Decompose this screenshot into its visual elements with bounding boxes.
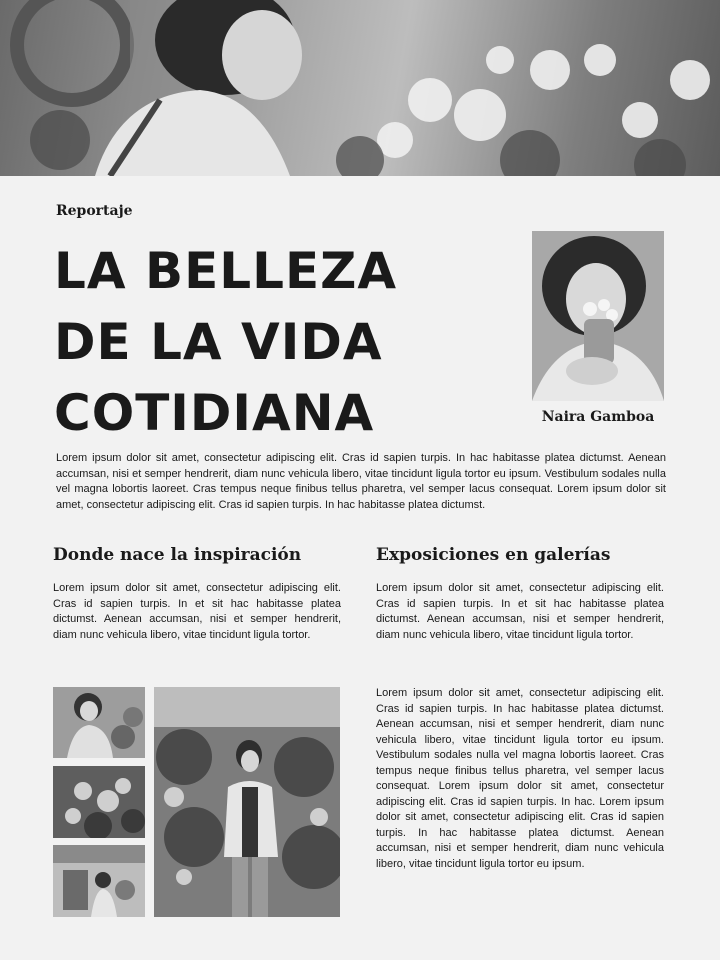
section-heading-galleries: Exposiciones en galerías [376, 545, 611, 565]
author-name: Naira Gamboa [541, 409, 655, 425]
collage-illustration [53, 766, 145, 838]
headline-line: COTIDIANA [54, 384, 375, 442]
collage-illustration [53, 687, 145, 758]
headline [54, 236, 504, 449]
author-portrait [532, 231, 664, 401]
headline-line: LA BELLEZA [54, 242, 398, 300]
section-heading-inspiration: Donde nace la inspiración [53, 545, 302, 565]
collage-photo-woman-in-nursery [154, 687, 340, 917]
headline-line: DE LA VIDA [54, 313, 383, 371]
collage-illustration [53, 845, 145, 917]
intro-paragraph: Lorem ipsum dolor sit amet, consectetur adipiscing elit. Cras id sapien turpis. In hac habitasse platea dictumst. Aenean accumsan, nisi et semper hendrerit, diam nunc vehicula libero, vitae tincidunt ligula tortor eu ipsum. Vestibulum sodales nulla vel magna lobortis laoreet. Cras tempus neque finibus tellus pharetra, vel semper lacus consequat. Lorem ipsum dolor sit amet, consectetur adipiscing elit. Cras id sapien turpis. In hac habitasse platea dictumst. [56, 452, 666, 511]
collage-photo-flowers [53, 766, 145, 838]
hero-photo [0, 0, 720, 176]
collage-photo-shop-counter [53, 845, 145, 917]
collage-illustration [154, 687, 340, 917]
section-text-galleries: Lorem ipsum dolor sit amet, consectetur adipiscing elit. Cras id sapien turpis. In et sit hac habitasse platea dictumst. Aenean accumsan, nisi et semper hendrerit, diam nunc vehicula libero, vitae tincidunt ligula tortor. [376, 582, 664, 641]
hero-illustration [0, 0, 720, 176]
kicker-label: Reportaje [56, 203, 133, 219]
section-text-galleries-continued: Lorem ipsum dolor sit amet, consectetur adipiscing elit. Cras id sapien turpis. In hac habitasse platea dictumst. Aenean accumsan, nisi et semper hendrerit, diam nunc vehicula libero, vitae tincidunt ligula tortor eu ipsum. Vestibulum sodales nulla vel magna lobortis laoreet. Cras tempus neque finibus tellus pharetra, vel semper lacus consequat. Lorem ipsum dolor sit amet, consectetur adipiscing elit. Cras id sapien turpis. In hac. Lorem ipsum dolor sit amet, consectetur adipiscing elit. Cras id sapien turpis. In hac habitasse platea dictumst. Aenean accumsan, nisi et semper hendrerit, diam nunc vehicula libero, vitae tincidunt ligula tortor eu ipsum. [376, 687, 664, 870]
portrait-illustration [532, 231, 664, 401]
section-text-inspiration: Lorem ipsum dolor sit amet, consectetur adipiscing elit. Cras id sapien turpis. In et sit hac habitasse platea dictumst. Aenean accumsan, nisi et semper hendrerit, diam nunc vehicula libero, vitae tincidunt ligula tortor. [53, 582, 341, 641]
collage-photo-woman-waving [53, 687, 145, 758]
